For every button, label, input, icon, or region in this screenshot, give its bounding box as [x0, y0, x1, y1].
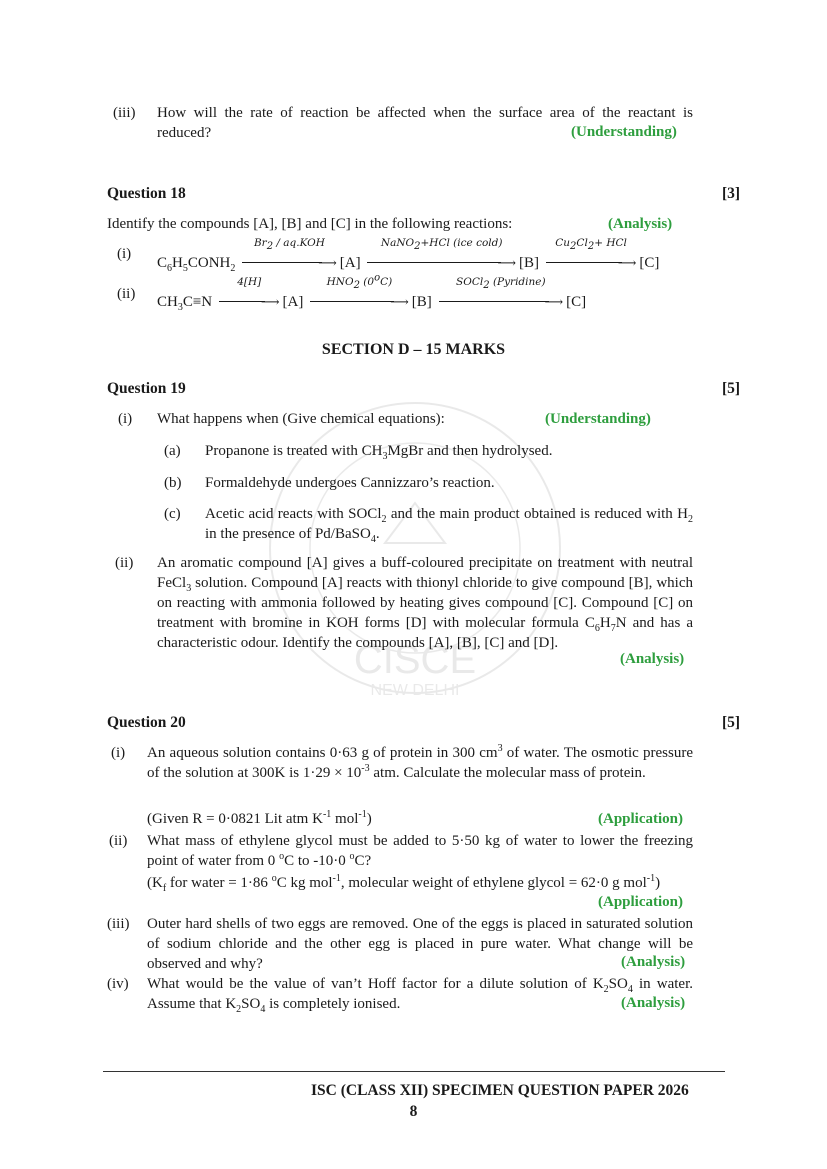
svg-text:CISCE: CISCE — [353, 638, 477, 682]
svg-text:NEW DELHI: NEW DELHI — [370, 682, 460, 699]
q20-i-given: (Given R = 0·0821 Lit atm $K^{-1}$ mol$^{-1}$) — [147, 809, 372, 827]
footer-title: ISC (CLASS XII) SPECIMEN QUESTION PAPER 2026 — [311, 1082, 689, 1099]
q18-intro: Identify the compounds [A], [B] and [C] in the following reactions: — [107, 216, 513, 232]
q18-tag: (Analysis) — [608, 216, 673, 232]
q20-i-tag: (Application) — [598, 811, 684, 827]
q17-iii-tag: (Understanding) — [571, 124, 677, 140]
q18-title: Question 18 — [107, 185, 186, 202]
q19-ii-number: (ii) — [115, 555, 134, 571]
q19-i-tag: (Understanding) — [545, 411, 651, 427]
q20-ii-text: What mass of ethylene glycol must be added to 5·50 kg of water to lower the freezing point of water from 0 $^o$C to -10·0 $^o$C? — [147, 833, 693, 869]
q20-iv-tag: (Analysis) — [621, 995, 686, 1011]
q17-iii-number: (iii) — [113, 105, 136, 121]
q19-i-c-text: Acetic acid reacts with SOCl$_2$ and the main product obtained is reduced with $H_2$ in the presence of Pd/BaSO$_4$. — [205, 506, 693, 545]
q19-i-a-text: Propanone is treated with $CH_3MgBr$ and then hydrolysed. — [205, 443, 553, 462]
q20-iv-text: What would be the value of van’t Hoff factor for a dilute solution of $K_2SO_4$ in water. Assume that $K_2SO_4$ is completely ionised. — [147, 976, 693, 1015]
q20-iii-text: Outer hard shells of two eggs are removed. One of the eggs is placed in saturated solution of sodium chloride and the other egg is placed in pure water. What change will be observed and why? — [147, 916, 693, 972]
page-number: 8 — [409, 1103, 418, 1120]
q19-i-text: What happens when (Give chemical equations): — [157, 411, 445, 427]
q19-i-a-number: (a) — [164, 443, 181, 459]
reaction-arrow: 4[H] ⟶ — [219, 292, 280, 312]
q19-i-b-number: (b) — [164, 475, 182, 491]
q20-i-number: (i) — [111, 745, 126, 761]
q18-reaction-1: $C_6H_5CONH_2$ $Br_2 / aq.KOH$ ⟶ [A] NaNO$_2$+HCl (ice cold) ⟶ [B] $Cu_2Cl_2+$ HCl ⟶ [C] — [157, 237, 660, 274]
q20-iii-tag: (Analysis) — [621, 954, 686, 970]
q19-i-b-text: Formaldehyde undergoes Cannizzaro’s reaction. — [205, 475, 495, 491]
q19-ii-text: An aromatic compound [A] gives a buff-coloured precipitate on treatment with neutral FeCl$_3$ solution. Compound [A] reacts with thionyl chloride to give compound [B], which on reacting with ammonia followed by heating gives compound [C]. Compound [C] on treatment with bromine in KOH forms [D] with molecular formula $C_6H_7N$ and has a characteristic odour. Identify the compounds [A], [B], [C] and [D]. — [157, 555, 693, 651]
reaction-arrow: $HNO_2$ (0$^o$C) ⟶ — [310, 292, 409, 312]
q20-title: Question 20 — [107, 714, 186, 731]
q19-ii-tag: (Analysis) — [620, 651, 685, 667]
q18-r1-number: (i) — [117, 246, 132, 262]
q20-i-text: An aqueous solution contains 0·63 g of protein in 300 $cm^3$ of water. The osmotic pressure of the solution at 300K is $1\cdot 29 \times 10^{-3}$ atm. Calculate the molecular mass of protein. — [147, 743, 693, 781]
reaction-arrow: $Br_2 / aq.KOH$ ⟶ — [242, 253, 337, 273]
reaction-arrow: SOCl$_2$ (Pyridine) ⟶ — [439, 292, 564, 312]
reaction-arrow: $Cu_2Cl_2+$ HCl ⟶ — [546, 253, 637, 273]
q19-marks: [5] — [722, 380, 741, 397]
q20-ii-given: ($K_f$ for water = 1·86 $^o$C kg mol$^{-1}$, molecular weight of ethylene glycol = 62·0 g mol$^{-1}$) — [147, 873, 661, 894]
q18-reaction-2: $CH_3C\equiv N$ 4[H] ⟶ [A] $HNO_2$ (0$^o$C) ⟶ [B] SOCl$_2$ (Pyridine) ⟶ [C] — [157, 272, 587, 313]
section-d-heading: SECTION D – 15 MARKS — [321, 341, 506, 358]
q20-ii-tag: (Application) — [598, 894, 684, 910]
q20-marks: [5] — [722, 714, 741, 731]
q19-i-c-number: (c) — [164, 506, 181, 522]
reaction-arrow: NaNO$_2$+HCl (ice cold) ⟶ — [367, 253, 516, 273]
q17-iii-question: How will the rate of reaction be affected when the surface area of the reactant is reduced? — [157, 105, 693, 141]
q19-i-number: (i) — [118, 411, 133, 427]
q19-title: Question 19 — [107, 380, 186, 397]
q18-marks: [3] — [722, 185, 741, 202]
q20-iv-number: (iv) — [107, 976, 129, 992]
q20-iii-number: (iii) — [107, 916, 130, 932]
footer-divider — [103, 1071, 725, 1072]
q18-r2-number: (ii) — [117, 286, 136, 302]
q20-ii-number: (ii) — [109, 833, 128, 849]
